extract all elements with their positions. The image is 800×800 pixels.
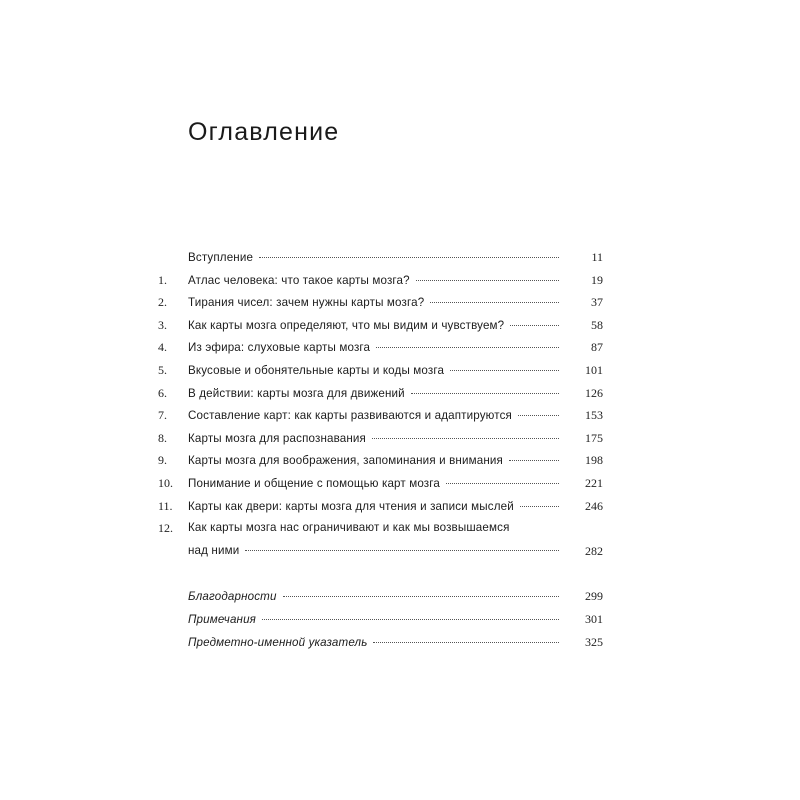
toc-entry-page: 325 [585,634,603,649]
toc-entry-number: 2. [158,295,167,310]
toc-entry-page: 153 [585,408,603,423]
toc-entry-title: Тирания чисел: зачем нужны карты мозга? [188,296,425,310]
toc-entry-title: Составление карт: как карты развиваются и адаптируются [188,409,512,423]
toc-entry-title-line1: Как карты мозга нас ограничивают и как мы возвышаемся [188,521,510,535]
toc-entry [158,336,603,359]
dot-leader [450,369,559,371]
dot-leader [411,392,559,394]
dot-leader [510,324,559,326]
toc-entry-page: 282 [585,543,603,558]
dot-leader [262,618,559,620]
dot-leader [446,482,559,484]
toc-entry-number: 8. [158,430,167,445]
toc-entry [158,449,603,472]
toc-entry [158,585,603,608]
toc-entry-page: 126 [585,385,603,400]
dot-leader [372,437,559,439]
toc-entry [158,359,603,382]
toc-entry-page: 221 [585,475,603,490]
page-title: Оглавление [188,118,340,146]
toc-entry-page: 246 [585,498,603,513]
dot-leader [376,346,559,348]
toc-entry-number: 5. [158,362,167,377]
dot-leader [373,641,559,643]
dot-leader [245,549,559,551]
toc-entry [158,608,603,631]
toc-entry-page: 301 [585,611,603,626]
toc-entry-number: 6. [158,385,167,400]
toc-entry-number: 3. [158,317,167,332]
toc-entry [158,314,603,337]
toc-entry [158,269,603,292]
toc-entry-number: 7. [158,408,167,423]
toc-entry-number: 1. [158,272,167,287]
toc-entry [158,404,603,427]
toc-entry-page: 299 [585,589,603,604]
toc-entry [158,246,603,269]
toc-entry-page: 175 [585,430,603,445]
toc-entry [158,495,603,518]
toc-entry [158,382,603,405]
toc-entry-page: 37 [591,295,603,310]
toc-entry-chapter-12 [158,517,603,562]
toc-entry-title: Карты как двери: карты мозга для чтения и записи мыслей [188,499,514,513]
dot-leader [430,301,559,303]
toc-entry [158,291,603,314]
toc-entry-title: Карты мозга для воображения, запоминания и внимания [188,454,503,468]
toc-entry-title: Понимание и общение с помощью карт мозга [188,476,440,490]
toc-entry-number: 10. [158,475,173,490]
toc-entry-title: Вкусовые и обонятельные карты и коды мозга [188,363,445,377]
toc-entry-number: 4. [158,340,167,355]
chapters-list [158,246,603,517]
dot-leader [259,256,559,258]
toc-entry-title: Предметно-именной указатель [188,635,368,649]
toc-entry [158,631,603,654]
toc-entry-title: Атлас человека: что такое карты мозга? [188,273,410,287]
toc-entry [158,472,603,495]
toc-entry-title: Благодарности [188,590,277,604]
back-matter-list [158,585,603,653]
toc-entry-page: 87 [591,340,603,355]
toc-entry-title-line2: над ними [188,543,240,557]
dot-leader [509,459,559,461]
toc-entry-title: Примечания [188,612,257,626]
toc-entry [158,427,603,450]
toc-entry-page: 198 [585,453,603,468]
dot-leader [520,505,559,507]
toc-entry-number: 11. [158,498,173,513]
table-of-contents [158,246,603,653]
dot-leader [283,595,559,597]
toc-entry-page: 101 [585,362,603,377]
toc-entry-number: 9. [158,453,167,468]
toc-entry-number: 12. [158,521,173,536]
toc-entry-title: В действии: карты мозга для движений [188,386,405,400]
toc-entry-title: Вступление [188,251,254,264]
dot-leader [518,414,559,416]
toc-entry-title: Карты мозга для распознавания [188,431,366,445]
toc-entry-page: 58 [591,317,603,332]
dot-leader [416,279,559,281]
toc-entry-page: 19 [591,272,603,287]
toc-entry-title: Из эфира: слуховые карты мозга [188,341,371,355]
toc-entry-page: 11 [591,250,603,264]
toc-entry-title: Как карты мозга определяют, что мы видим и чувствуем? [188,318,505,332]
